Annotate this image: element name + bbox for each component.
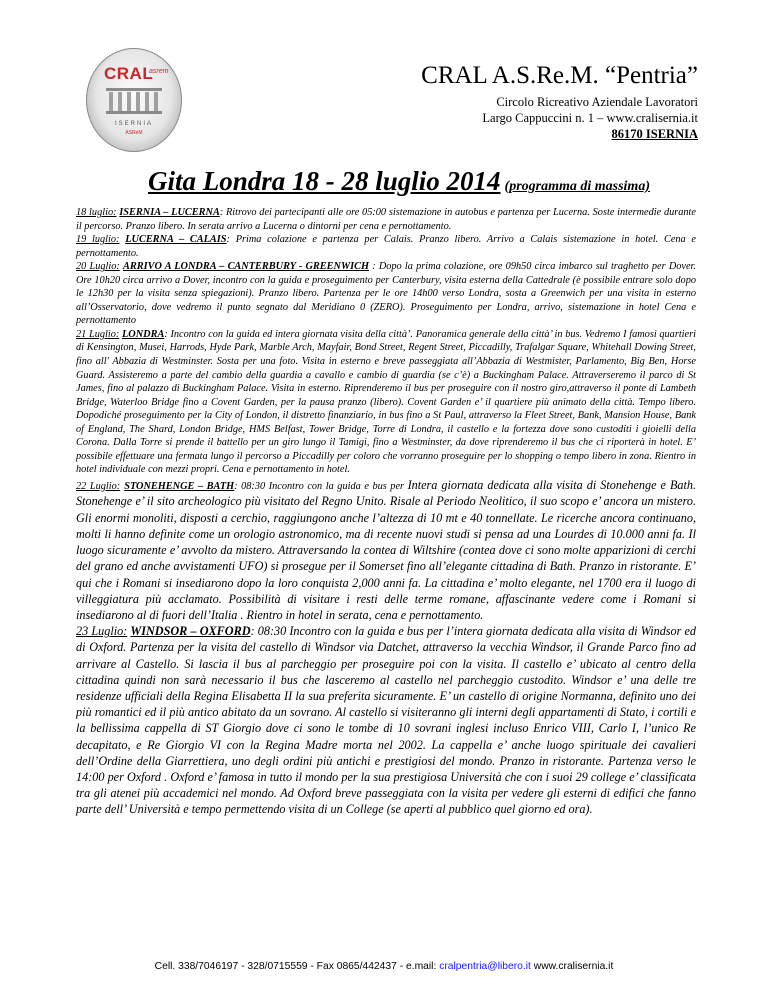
day-place: ARRIVO A LONDRA – CANTERBURY - GREENWICH (123, 261, 369, 273)
page-title (148, 166, 650, 197)
logo-brand-small: asrem (149, 68, 169, 75)
day-place: LONDRA (122, 328, 165, 340)
footer-email-link[interactable]: cralpentria@libero.it (439, 961, 531, 972)
day-text: : Incontro con la guida ed intera giornata visita della città’. Panoramica generale della città’ in bus. Vedremo I famosi quartieri di Kensington, Musei, Harrods, Hyde Park, Marble Arch, Mayfair, Bond Street, Regent Street, Piccadilly, Trafalgar Square, Whitehall Dowing Street, fino all' Abbazia di Westminster. Sosta per una foto. Visita in esterno e breve passeggiata all’Abbazia di Westmister, Parlamento, Big Ben, Horse Guard. Assisteremo a parte del cambio della guardia a cavallo e cambio di guardia (se c’è) a Buckingham Palace. Attraverseremo il parco di St James, fino al palazzo di Buckingham Palace. Visita in esterno. Riprenderemo il bus per proseguire con il nostro giro,attraverso il ponte di Lambeth Bridge, Waterloo Bridge fino a Covent Garden, per la pausa pranzo (libero). Covent Garden e’ il quartiere più animato della città. Tempo libero. Dopodiché proseguimento per la City of London, il distretto finanziario, in bus fino a St Paul, attraverso la Fleet Street, Bank, Mansion House, Bank of England, The Shard, London Bridge, HMS Belfast, Tower Bridge, Torre di Londra, il castello e la fortezza dove sono custoditi i gioielli della Corona. Dalla Torre si prende il battello per un giro lungo il Tamigi, fino a Westminster, da dove riprenderemo il bus che ci riporterà in hotel. E’ possibile effettuare una fermata lungo il percorso a Piccadilly per coloro che vorranno proseguire per lo shopping o tempo libero in zona. Rientro in hotel individuale con mezzi propri. Cena e pernottamento in hotel. (76, 328, 696, 476)
colonnade-icon (106, 88, 162, 114)
org-subtitle: Circolo Ricreativo Aziendale Lavoratori (496, 95, 698, 109)
logo-city: ISERNIA (114, 121, 153, 127)
footer (0, 961, 768, 972)
program-day-21 (76, 328, 696, 477)
day-date: 22 Luglio: (76, 480, 121, 492)
day-date: 20 Luglio: (76, 261, 120, 273)
day-text: Intera giornata dedicata alla visita di Stonehenge e Bath. Stonehenge e’ il sito archeologico più visitato del Regno Unito. Risale al Periodo Neolitico, il suo scopo e’ ancora un mistero. Gli enormi monoliti, disposti a cerchio, raggiungono anche l’altezza di 10 mt e 40 tonnellate. Le ricerche ancora continuano, molti li hanno definite come un orologio astronomico, ma di recente nuovi studi si pensa ad una Lourdes di 10.000 anni fa. Il luogo sicuramente e’ avvolto da mistero. Attraversando la contea di Wiltshire (contea dove ci sono molte apparizioni di cerchi del grano ed anche avvistamenti UFO) si prosegue per il Somerset fino all’elegante cittadina di Bath. Pranzo in ristorante. E’ qui che i Romani si insediarono dopo la loro conquista 2,000 anni fa. La cittadina e’ molto elegante, nel 1700 era il luogo di villeggiatura più acclamato. Possibilità di visitare i resti delle terme romane, affascinante vedere come i Romani si insediarono al di fuori dell’Italia . Rientro in hotel in serata, cena e pernottamento. (76, 477, 697, 622)
org-city: 86170 ISERNIA (611, 127, 698, 141)
program-day-20 (76, 260, 696, 328)
org-address: Largo Cappuccini n. 1 – www.cralisernia.it (482, 111, 698, 125)
footer-site[interactable]: www.cralisernia.it (530, 961, 614, 972)
day-text: : Ritrovo dei partecipanti alle ore 05:00 sistemazione in autobus e partenza per Lucerna. Soste intermedie durante il percorso. Pranzo libero. In serata arrivo a Lucerna o dintorni per cena e pernottamento. (76, 207, 696, 232)
day-date: 18 luglio: (76, 207, 117, 218)
title-note: (programma di massima) (504, 179, 650, 194)
program-day-22 (76, 477, 696, 623)
day-place: ISERNIA – LUCERNA (119, 207, 220, 218)
title-main: Gita Londra 18 - 28 luglio 2014 (148, 166, 501, 196)
day-date: 23 Luglio: (76, 624, 128, 639)
program-day-18 (76, 206, 696, 233)
org-header (421, 62, 698, 142)
day-date: 19 luglio: (76, 234, 120, 246)
day-place: WINDSOR – OXFORD (130, 624, 251, 639)
logo-tiny: ASReM (125, 130, 143, 136)
program-day-19 (76, 233, 696, 260)
day-text-lead: : 08:30 Incontro con la guida e bus per (234, 480, 408, 492)
day-text: : Prima colazione e partenza per Calais. Pranzo libero. Arrivo a Calais sistemazione in hotel. Cena e pernottamento. (76, 234, 696, 259)
logo (86, 48, 182, 152)
day-place: LUCERNA – CALAIS (125, 234, 227, 246)
day-place: STONEHENGE – BATH (124, 480, 235, 492)
day-text: : 08:30 Incontro con la guida e bus per l’intera giornata dedicata alla visita di Windsor ed di Oxford. Partenza per la visita del castello di Windsor via Datchet, attraverso la vecchia Windsor, il Grande Parco fino ad arrivare al Castello. Si lascia il bus al parcheggio per proseguire poi con la visita. Il castello e’ ubicato al centro della cittadina quindi non sarà necessario il bus che lasceremo al castello nel parcheggio custodito. Windsor e’ una delle tre residenze ufficiali della Regina Elisabetta II la sua preferita sicuramente. E’ un castello di origine Normanna, definito uno dei più romantici ed il più antico abitato da un sovrano. Al castello si visiteranno gli interni degli appartamenti di Stato, i cortili e la bellissima cappella di ST Giorgio dove ci sono le tombe di 10 sovrani inglesi incluso Enrico VIII, Carlo I, l’unico Re decapitato, e Re Giorgio VI con la Regina Madre morta nel 2002. La cappella e’ anche luogo spirituale dei cavalieri dell’Ordine della Giarrettiera, uno degli ordini più antichi e prestigiosi del mondo. Pranzo in ristorante. Partenza verso le 14:00 per Oxford . Oxford e’ famosa in tutto il mondo per la sua prestigiosa Università che con i suoi 29 college e’ classificata tra gli atenei più accademici nel mondo. Ad Oxford breve passeggiata con la visita per vedere gli esterni di edifici che fanno parte dell’ Università e tempo permettendo visita di un College (se aperti al pubblico quel giorno ed ora). (76, 624, 697, 817)
program (76, 206, 696, 818)
org-name: CRAL A.S.Re.M. “Pentria” (421, 62, 698, 89)
day-date: 21 Luglio: (76, 328, 120, 340)
logo-brand: CRAL (104, 64, 154, 83)
footer-contacts: Cell. 338/7046197 - 328/0715559 - Fax 0865/442437 - e.mail: (154, 961, 440, 972)
program-day-23 (76, 623, 696, 817)
day-text: : Dopo la prima colazione, ore 09h50 circa imbarco sul traghetto per Dover. Ore 10h20 circa arrivo a Dover, incontro con la guida e proseguimento per Canterbury, visita esterna della Cattedrale (è possibile entrare solo dopo le 12h30 per la visita senza spiegazioni). Pranzo libero. Partenza per le ore 14h00 verso Londra, sosta a Greenwich per una visita in esterno all’Osservatorio, dove vedremo il punto segnato dal Meridiano 0 (ZERO). Proseguimento per Londra, arrivo, sistemazione in hotel Cena e pernottamento (76, 261, 696, 327)
